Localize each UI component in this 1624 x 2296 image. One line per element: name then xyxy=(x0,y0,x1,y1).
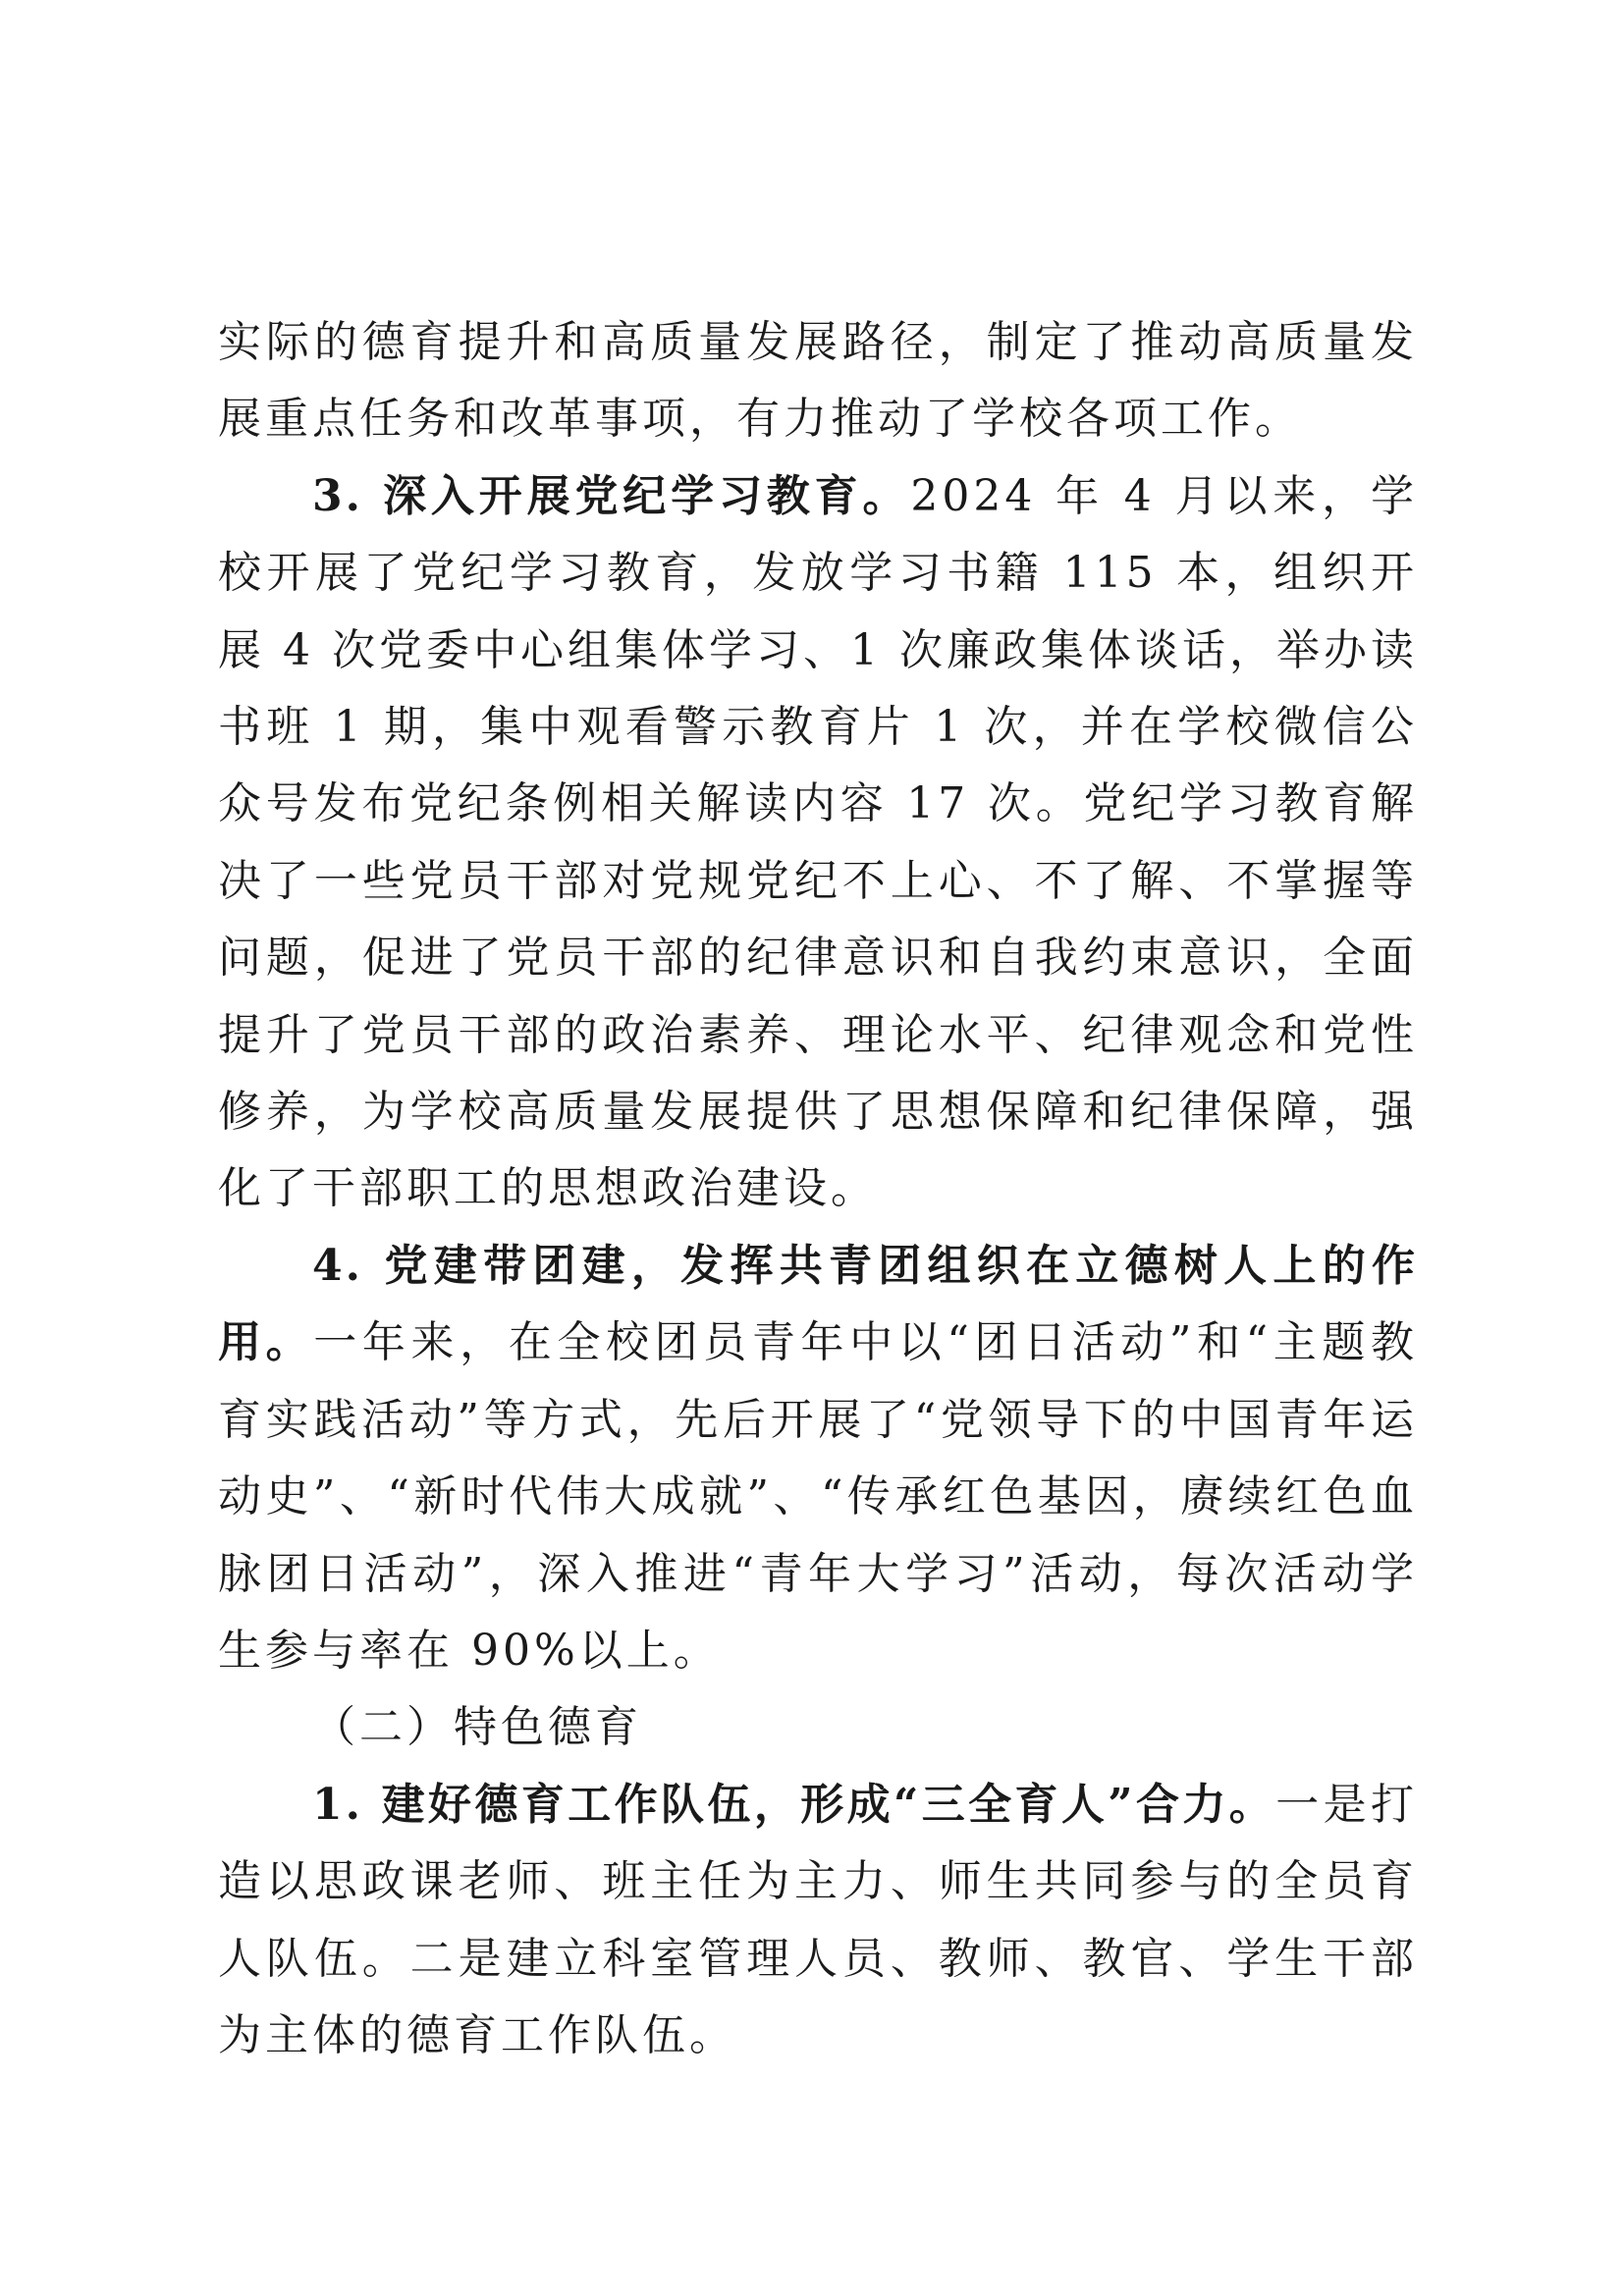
paragraph-youth-league xyxy=(218,1228,1418,1689)
section-heading-special-moral-education xyxy=(218,1689,1418,1766)
paragraph-text: 实际的德育提升和高质量发展路径，制定了推动高质量发展重点任务和改革事项，有力推动了学校各项工作。 xyxy=(218,317,1418,445)
paragraph-text: 一年来，在全校团员青年中以“团日活动”和“主题教育实践活动”等方式，先后开展了“党领导下的中国青年运动史”、“新时代伟大成就”、“传承红色基因，赓续红色血脉团日活动”，深入推进“青年大学习”活动，每次活动学生参与率在 90%以上。 xyxy=(218,1317,1419,1676)
paragraph-text: 2024 年 4 月以来，学校开展了党纪学习教育，发放学习书籍 115 本，组织开展 4 次党委中心组集体学习、1 次廉政集体谈话，举办读书班 1 期，集中观看警示教育片 1 次，并在学校微信公众号发布党纪条例相关解读内容 17 次。党纪学习教育解决了一些党员干部对党规党纪不上心、不了解、不掌握等问题，促进了党员干部的纪律意识和自我约束意识，全面提升了党员干部的政治素养、理论水平、纪律观念和党性修养，为学校高质量发展提供了思想保障和纪律保障，强化了干部职工的思想政治建设。 xyxy=(218,470,1418,1214)
paragraph-lead-heading: 4. 党建带团建，发挥共青团组织在立德树人上的作用。 xyxy=(218,1240,1418,1368)
section-heading-text: （二）特色德育 xyxy=(312,1702,642,1753)
paragraph-lead-heading: 3. 深入开展党纪学习教育。 xyxy=(312,470,911,521)
paragraph-moral-team xyxy=(218,1767,1418,2075)
paragraph-party-discipline xyxy=(218,458,1418,1228)
document-body xyxy=(218,304,1418,2074)
paragraph-lead-heading: 1. 建好德育工作队伍，形成“三全育人”合力。 xyxy=(312,1779,1276,1830)
paragraph-continuation xyxy=(218,304,1418,458)
paragraph-text: 一是打造以思政课老师、班主任为主力、师生共同参与的全员育人队伍。二是建立科室管理人员、教师、教官、学生干部为主体的德育工作队伍。 xyxy=(218,1779,1418,2060)
